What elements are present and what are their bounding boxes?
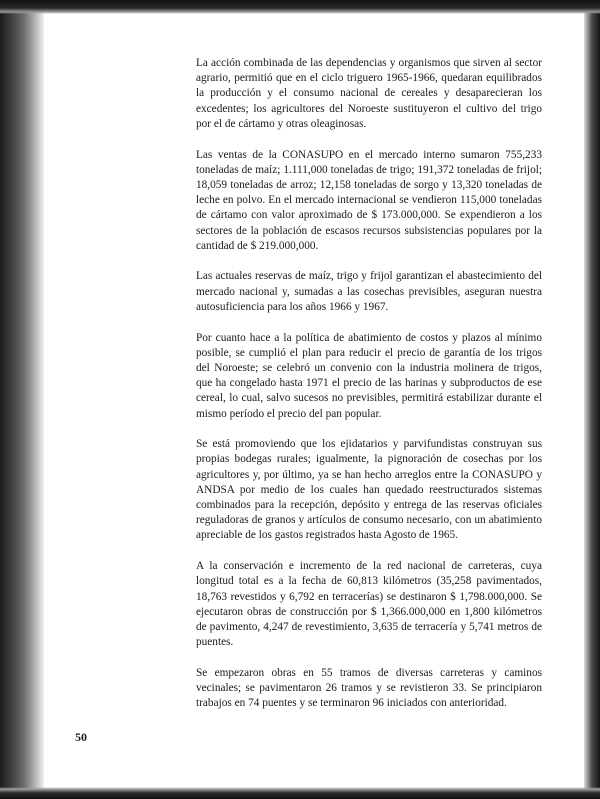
paragraph-carreteras: A la conservación e incremento de la red nacional de carreteras, cuya longitud total es a la fecha de 60,813 kilómetros (35,258 pavimentados, 18,763 revestidos y 6,792 en terracerías) se destinaron $ 1,798.000,000. Se ejecutaron obras de construcción por $ 1,366.000,000 en 1,800 kilómetros de pavimento, 4,247 de revestimiento, 3,635 de terracería y 5,741 metros de puentes. bbox=[196, 560, 542, 649]
scan-right-border bbox=[584, 0, 600, 799]
paragraph-ventas-conasupo: Las ventas de la CONASUPO en el mercado interno sumaron 755,233 toneladas de maíz; 1.111,000 toneladas de trigo; 191,372 toneladas de frijol; 18,059 toneladas de arroz; 12,158 toneladas de sorgo y 13,320 toneladas de leche en polvo. En el mercado internacional se vendieron 115,000 toneladas de cártamo con valor aproximado de $ 173.000,000. Se expendieron a los sectores de la población de escasos recursos subsistencias populares por la cantidad de $ 219.000,000. bbox=[196, 148, 542, 252]
scan-left-border bbox=[0, 0, 44, 799]
paragraph-sector-agrario: La acción combinada de las dependencias y organismos que sirven al sector agrario, permitió que en el ciclo triguero 1965-1966, quedaran equilibrados la producción y el consumo nacional de cereales y desaparecieran los excedentes; los agricultores del Noroeste sustituyeron el cultivo del trigo por el de cártamo y otras oleaginosas. bbox=[196, 57, 542, 130]
paragraph-obras-tramos: Se empezaron obras en 55 tramos de diversas carreteras y caminos vecinales; se pavimentaron 26 tramos y se revistieron 33. Se principiaron trabajos en 74 puentes y se terminaron 96 iniciados con anterioridad. bbox=[196, 666, 542, 710]
paragraph-abatimiento-costos: Por cuanto hace a la política de abatimiento de costos y plazos al mínimo posible, se cumplió el plan para reducir el precio de garantía de los trigos del Noroeste; se celebró un convenio con la industria molinera de trigos, que ha congelado hasta 1971 el precio de las harinas y subproductos de ese cereal, lo cual, salvo sucesos no previsibles, permitirá estabilizar durante el mismo período el precio del pan popular. bbox=[196, 331, 542, 420]
scan-top-border bbox=[0, 0, 600, 14]
paragraph-bodegas-rurales: Se está promoviendo que los ejidatarios y parvifundistas construyan sus propias bodegas rurales; igualmente, la pignoración de cosechas por los agricultores y, por último, ya se han hecho arreglos entre la CONASUPO y ANDSA por medio de los cuales han quedado reestructurados sistemas combinados para la recepción, depósito y entrega de las reservas oficiales reguladoras de granos y artículos de consumo necesario, con un abatimiento apreciable de los gastos registrados hasta Agosto de 1965. bbox=[196, 438, 542, 542]
paragraph-reservas: Las actuales reservas de maíz, trigo y frijol garantizan el abastecimiento del mercado nacional y, sumadas a las cosechas previsibles, aseguran nuestra autosuficiencia para los años 1966 y 1967. bbox=[196, 270, 542, 313]
scan-bottom-border bbox=[0, 787, 600, 799]
body-text bbox=[196, 56, 542, 727]
page-number: 50 bbox=[75, 730, 87, 744]
